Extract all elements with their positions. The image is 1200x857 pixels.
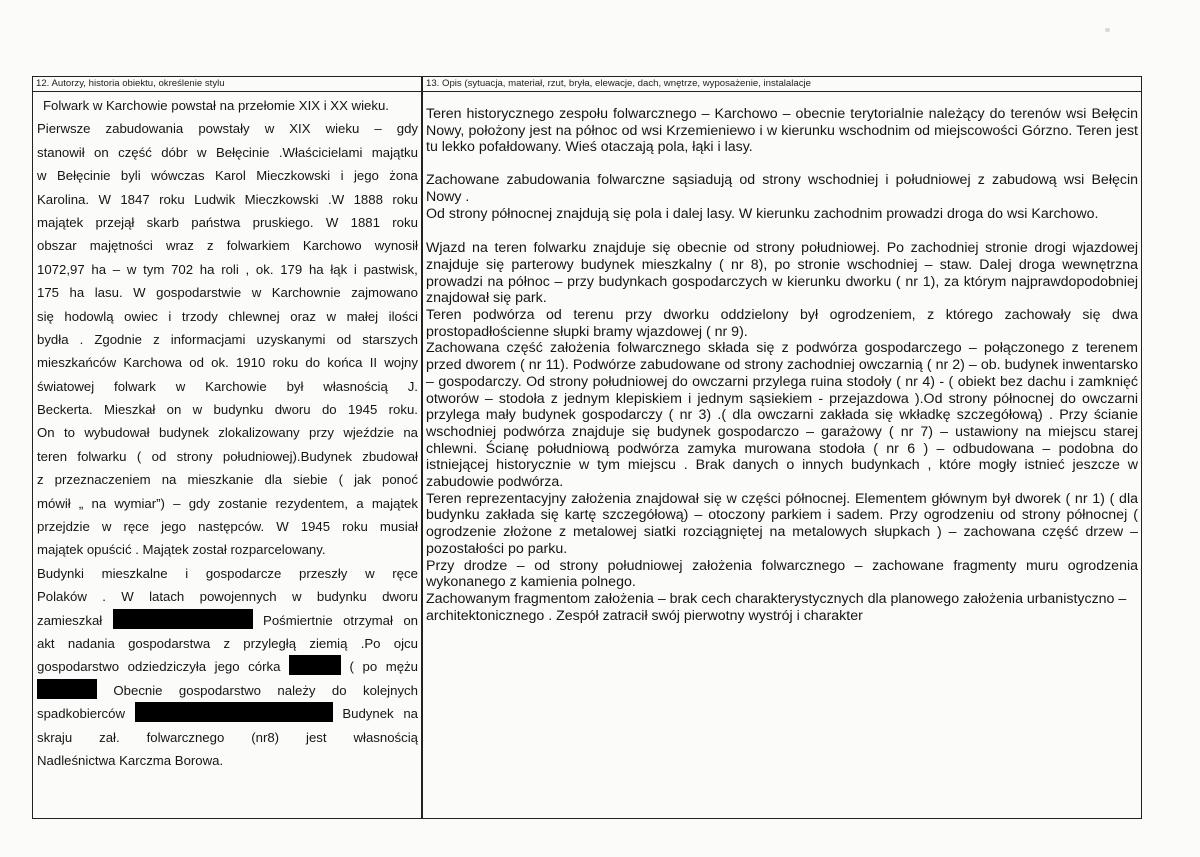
redaction-box bbox=[37, 679, 97, 699]
history-word: ( bbox=[136, 448, 142, 464]
history-word: siebie bbox=[293, 472, 328, 488]
history-word: państwa bbox=[191, 214, 241, 230]
history-word: ok. bbox=[211, 355, 229, 371]
history-word: 1945 bbox=[347, 402, 378, 418]
history-word: się bbox=[37, 308, 54, 324]
history-word: hodowlą bbox=[64, 308, 114, 324]
history-word: rezydentem, bbox=[275, 495, 349, 511]
history-word: byli bbox=[120, 168, 141, 184]
history-word: musiał bbox=[379, 519, 418, 535]
history-word: , bbox=[245, 261, 250, 277]
history-word: Obecnie bbox=[113, 682, 163, 698]
history-word: ziemią bbox=[309, 635, 348, 651]
history-word: obszar bbox=[37, 238, 77, 254]
history-word: ha bbox=[308, 261, 324, 277]
paragraph-manor: Teren reprezentacyjny założenia znajdował się w części północnej. Elementem głównym był dworek ( nr 1) ( dla budynku zakłada się kartę szczegółową) – otoczony parkiem i sadem. Przy ogrodzeniu od strony północnej ( ogrodzenie złożone z metalowej siatki rozciągniętej na metalowych słupkach ) – zachowana część drzew – pozostałości po parku. bbox=[426, 490, 1138, 557]
history-line bbox=[37, 679, 418, 702]
history-word: z bbox=[37, 472, 44, 488]
history-word: on bbox=[94, 144, 109, 160]
history-word: na bbox=[91, 495, 107, 511]
history-word: bydła bbox=[37, 331, 69, 347]
history-word: dla bbox=[264, 472, 283, 488]
history-word: przyległą bbox=[243, 635, 297, 651]
history-word: przeznaczeniem bbox=[54, 472, 151, 488]
history-word: i bbox=[340, 168, 344, 184]
redaction-box bbox=[289, 655, 341, 675]
history-word: . bbox=[102, 589, 106, 605]
history-word: ok. bbox=[255, 261, 274, 277]
history-word: mówił bbox=[37, 495, 71, 511]
history-line bbox=[37, 655, 418, 678]
history-word: Beckerta. bbox=[37, 402, 93, 418]
history-word: 1910 bbox=[235, 355, 266, 371]
history-word: Mieczkowski bbox=[256, 168, 331, 184]
history-word: J. bbox=[407, 378, 418, 394]
history-line bbox=[37, 188, 418, 211]
history-word: z bbox=[206, 238, 214, 254]
history-line bbox=[37, 585, 418, 608]
history-line bbox=[37, 421, 418, 444]
history-word: gospodarcze bbox=[205, 565, 282, 581]
history-word: ręce bbox=[123, 519, 150, 535]
history-word: roku bbox=[342, 519, 368, 535]
history-word: (nr8) bbox=[251, 729, 280, 745]
document-form-table bbox=[32, 76, 1142, 819]
history-word: .Właścicielami bbox=[278, 144, 363, 160]
history-line bbox=[37, 632, 418, 655]
history-word: odziedziczyła bbox=[127, 659, 207, 675]
history-word: Zgodnie bbox=[94, 331, 142, 347]
history-word: on bbox=[166, 402, 182, 418]
history-word: roku bbox=[392, 214, 418, 230]
history-word: jest bbox=[306, 729, 327, 745]
history-word: teren bbox=[37, 448, 68, 464]
history-line bbox=[37, 609, 418, 632]
history-word: Pośmiertnie bbox=[263, 612, 333, 628]
history-word: owiec bbox=[124, 308, 158, 324]
history-word: 179 bbox=[280, 261, 303, 277]
paragraph-entrance: Wjazd na teren folwarku znajduje się obecnie od strony południowej. Po zachodniej stronie drogi wjazdowej znajduje się parterowy budynek mieszkalny ( nr 8), po stronie wschodniej – staw. Dalej droga wewnętrzna prowadzi na północ – przy budynkach gospodarczych w kierunku dworku ( nr 1), za którym najprawdopodobniej znajdował się park. bbox=[426, 240, 1138, 307]
history-word: otrzymał bbox=[343, 612, 393, 628]
history-word: uzyskanymi bbox=[256, 331, 326, 347]
history-word: 1945 bbox=[300, 519, 331, 535]
history-line bbox=[37, 94, 418, 117]
history-word: następców. bbox=[198, 519, 265, 535]
history-word: wraz bbox=[165, 238, 194, 254]
history-word: mieszkalne bbox=[101, 565, 168, 581]
history-word: dworu bbox=[274, 402, 311, 418]
history-word: ha bbox=[199, 261, 215, 277]
history-word: dóbr bbox=[161, 144, 188, 160]
history-word: powstały bbox=[198, 121, 250, 137]
history-word: majętności bbox=[89, 238, 153, 254]
history-line bbox=[37, 562, 418, 585]
history-word: ( bbox=[338, 472, 344, 488]
history-word: trzody bbox=[181, 308, 218, 324]
history-word: folwark bbox=[114, 378, 156, 394]
history-word: majątek bbox=[37, 214, 84, 230]
paragraph-surroundings: Zachowane zabudowania folwarczne sąsiadują od strony wschodniej i południowej z zabudową wsi Bełęcin Nowy . bbox=[426, 172, 1138, 205]
history-word: przy bbox=[309, 425, 334, 441]
history-word: w bbox=[197, 144, 207, 160]
history-word: mieszkanie bbox=[187, 472, 254, 488]
history-word: ojcu bbox=[393, 635, 418, 651]
history-word: Ludwik bbox=[194, 191, 236, 207]
history-word: Budynek bbox=[342, 706, 394, 722]
history-line bbox=[37, 234, 418, 257]
paragraph-wall: Przy drodze – od strony południowej założenia folwarcznego – zachowane fragmenty muru ogrodzenia wykonanego z kamienia polnego. bbox=[426, 557, 1138, 591]
history-word: do bbox=[331, 682, 347, 698]
history-word: do bbox=[305, 355, 321, 371]
history-word: przejął bbox=[95, 214, 135, 230]
history-word: tym bbox=[143, 261, 165, 277]
history-word: gospodarstwo bbox=[37, 659, 120, 675]
history-line bbox=[37, 328, 418, 351]
history-word: – bbox=[173, 495, 181, 511]
history-word: mieszkańców bbox=[37, 355, 117, 371]
history-word: w bbox=[37, 168, 47, 184]
history-word: Folwark w Karchowie powstał na przełomie XIX i XX wieku. bbox=[43, 98, 389, 113]
history-word: był bbox=[286, 378, 304, 394]
history-word: folwarku bbox=[77, 448, 127, 464]
history-word: stanowił bbox=[37, 144, 85, 160]
paragraph-farmyard: Zachowana część założenia folwarcznego składa się z podwórza gospodarczego – połączonego z terenem przed dworem ( nr 11). Podwórze zabudowane od strony zachodniej owczarnią ( nr 2) – ob. budynek inwentarsko – gospodarczy. Od strony południowej do owczarni przylega ruina stodoły ( nr 4) - ( obiekt bez dachu i zamknięć otworów – stodoła z jednym klepiskiem i jednym sąsiekiem - przejazdowa ).Od strony północnej do owczarni przylega mały budynek gospodarczy ( nr 3) .( dla owczarni zakłada się wkładkę szczegółową) . Przy ścianie wschodniej podwórza znajduje się budynek gospodarczo – garażowy ( nr 7) – ustawiony na miejscu starej chlewni. Ścianę południową podwórza zamyka murowana stodoła ( nr 6 ) – odbudowana – podobna do istniejącej historycznie w tym miejscu . Brak danych o innych budynkach , które mogły istnieć jeszcze w zabudowie podwórza. bbox=[426, 340, 1138, 491]
history-word: wymiar”) bbox=[114, 495, 165, 511]
section-13-header: 13. Opis (sytuacja, materiał, rzut, bryła, elewacje, dach, wnętrze, wyposażenie, instalalacje bbox=[426, 78, 811, 89]
history-word: Karchowo bbox=[302, 238, 362, 254]
history-word: informacjami bbox=[170, 331, 246, 347]
history-word: Karolina. bbox=[37, 191, 90, 207]
history-word: Pierwsze bbox=[37, 121, 91, 137]
history-word: z bbox=[223, 635, 231, 651]
history-word: zajmowano bbox=[351, 285, 418, 301]
history-word: .Po bbox=[360, 635, 381, 651]
history-word: z bbox=[153, 331, 160, 347]
history-line bbox=[37, 726, 418, 749]
history-line bbox=[37, 351, 418, 374]
history-word: należy bbox=[277, 682, 316, 698]
history-word: wjeździe bbox=[343, 425, 394, 441]
history-line bbox=[37, 281, 418, 304]
history-word: dworu bbox=[382, 589, 418, 605]
history-word: latach bbox=[149, 589, 185, 605]
history-word: i bbox=[353, 261, 357, 277]
history-word: zostanie bbox=[218, 495, 268, 511]
history-word: roku bbox=[159, 191, 185, 207]
history-word: w bbox=[365, 565, 375, 581]
history-line bbox=[37, 305, 418, 328]
history-word: starszych bbox=[362, 331, 418, 347]
history-word: na bbox=[161, 472, 177, 488]
history-word: II bbox=[369, 355, 378, 371]
history-word: zabudowania bbox=[105, 121, 184, 137]
history-word: wojny bbox=[384, 355, 418, 371]
paragraph-north-west: Od strony północnej znajdują się pola i dalej lasy. W kierunku zachodnim prowadzi droga do wsi Karchowo. bbox=[426, 205, 1099, 222]
history-word: jego bbox=[161, 519, 187, 535]
history-line bbox=[37, 702, 418, 725]
history-word: budynek bbox=[159, 425, 209, 441]
history-line bbox=[37, 375, 418, 398]
history-word: światowej bbox=[37, 378, 95, 394]
history-word: ilości bbox=[388, 308, 418, 324]
history-word: jak bbox=[354, 472, 371, 488]
redaction-box bbox=[135, 702, 333, 722]
history-word: Karol bbox=[214, 168, 246, 184]
history-word: Bełęcinie bbox=[215, 144, 270, 160]
history-word: gospodarstwo bbox=[178, 682, 262, 698]
history-word: Karchownie bbox=[271, 285, 341, 301]
history-word: Budynki bbox=[37, 565, 84, 581]
history-word: od bbox=[151, 448, 167, 464]
history-word: w bbox=[326, 308, 337, 324]
history-line bbox=[37, 538, 418, 561]
history-word: akt bbox=[37, 635, 55, 651]
history-word: roku bbox=[392, 191, 418, 207]
history-word: nadania bbox=[67, 635, 115, 651]
history-word: 702 bbox=[171, 261, 194, 277]
history-line bbox=[37, 398, 418, 421]
history-word: wówczas bbox=[151, 168, 205, 184]
history-word: W bbox=[325, 214, 339, 230]
history-word: Bełęcinie bbox=[56, 168, 111, 184]
section-12-header: 12. Autorzy, historia obiektu, określenie stylu bbox=[36, 78, 225, 89]
history-word: w bbox=[126, 261, 137, 277]
history-word: wynosił bbox=[374, 238, 418, 254]
history-word: do bbox=[321, 402, 337, 418]
history-word: kolejnych bbox=[362, 682, 418, 698]
history-word: końca bbox=[327, 355, 363, 371]
history-word: przeszły bbox=[299, 565, 348, 581]
history-word: od bbox=[189, 355, 204, 371]
history-word: 1847 bbox=[120, 191, 150, 207]
scan-speck bbox=[1105, 28, 1110, 32]
history-word: południowej).Budynek bbox=[222, 448, 352, 464]
history-word: W bbox=[133, 285, 146, 301]
history-word: budynku bbox=[316, 589, 367, 605]
history-word: lasu. bbox=[94, 285, 123, 301]
history-word: w bbox=[291, 589, 302, 605]
history-word: ( bbox=[349, 659, 354, 675]
header-rule bbox=[33, 91, 1141, 92]
history-word: 1888 bbox=[353, 191, 383, 207]
history-word: majątku bbox=[371, 144, 418, 160]
history-word: to bbox=[63, 425, 75, 441]
history-word: małej bbox=[346, 308, 379, 324]
history-word: przejdzie bbox=[37, 519, 90, 535]
history-line bbox=[37, 164, 418, 187]
history-word: żona bbox=[389, 168, 418, 184]
history-word: na bbox=[403, 425, 418, 441]
history-word: roli bbox=[221, 261, 239, 277]
history-word: XIX bbox=[289, 121, 311, 137]
history-word: powojennych bbox=[199, 589, 277, 605]
paragraph-conclusion: Zachowanym fragmentom założenia – brak cech charakterystycznych dla planowego założenia urbanistyczno – architektonicznego . Zespół zatracił swój pierwotny wystrój i charakter bbox=[426, 590, 1127, 624]
history-word: – bbox=[112, 261, 121, 277]
history-word: mężu bbox=[385, 659, 418, 675]
history-word: spadkobierców bbox=[37, 706, 125, 722]
history-word: roku bbox=[272, 355, 299, 371]
history-word: zlokalizowany bbox=[218, 425, 300, 441]
history-word: jego bbox=[353, 168, 379, 184]
history-word: zamieszkał bbox=[37, 612, 103, 628]
history-word: Mieszkał bbox=[104, 402, 156, 418]
history-word: folwarcznego bbox=[146, 729, 225, 745]
history-word: Karchowie bbox=[205, 378, 267, 394]
history-word: wybudował bbox=[84, 425, 150, 441]
history-word: W bbox=[121, 589, 134, 605]
history-word: ponoć bbox=[381, 472, 418, 488]
history-word: „ bbox=[78, 495, 84, 511]
history-word: strony bbox=[176, 448, 213, 464]
history-word: i bbox=[168, 308, 172, 324]
history-word: skraju bbox=[37, 729, 73, 745]
history-word: łąk bbox=[330, 261, 348, 277]
history-word: pastwisk, bbox=[363, 261, 418, 277]
column-divider bbox=[421, 77, 423, 818]
history-word: – bbox=[374, 121, 382, 137]
history-word: gdy bbox=[188, 495, 210, 511]
history-word: on bbox=[403, 612, 418, 628]
history-word: majątek bbox=[371, 495, 418, 511]
description-text-column bbox=[426, 106, 1138, 624]
history-word: 175 bbox=[37, 285, 60, 301]
history-word: w bbox=[251, 285, 262, 301]
history-word: gospodarstwa bbox=[128, 635, 211, 651]
history-word: folwarkiem bbox=[226, 238, 290, 254]
history-word: ha bbox=[69, 285, 85, 301]
history-word: roku. bbox=[388, 402, 418, 418]
history-word: od bbox=[336, 331, 352, 347]
history-word: skarb bbox=[146, 214, 179, 230]
history-line bbox=[37, 117, 418, 140]
history-word: W bbox=[98, 191, 111, 207]
history-line bbox=[37, 211, 418, 234]
history-word: własnością bbox=[323, 378, 388, 394]
history-word: a bbox=[356, 495, 364, 511]
history-word: pruskiego. bbox=[252, 214, 314, 230]
history-line bbox=[37, 749, 418, 772]
history-word: Mieczkowski bbox=[244, 191, 319, 207]
history-word: .W bbox=[328, 191, 345, 207]
history-word: Karchowa bbox=[123, 355, 183, 371]
history-word: na bbox=[403, 706, 418, 722]
history-word: 1881 bbox=[350, 214, 380, 230]
history-line bbox=[37, 258, 418, 281]
history-word: część bbox=[118, 144, 152, 160]
redaction-box bbox=[113, 609, 253, 629]
history-word: On bbox=[37, 425, 55, 441]
history-word: majątek opuścić . Majątek został rozparcelowany. bbox=[37, 542, 326, 558]
history-word: w bbox=[264, 121, 275, 137]
history-word: . bbox=[79, 331, 84, 347]
history-word: budynku bbox=[213, 402, 264, 418]
history-word: gospodarstwie bbox=[156, 285, 242, 301]
paragraph-gate: Teren podwórza od terenu przy dworku oddzielony był ogrodzeniem, z którego zachowały się dwa prostopadłościenne słupki bramy wjazdowej ( nr 9). bbox=[426, 307, 1138, 340]
history-text-column bbox=[37, 94, 418, 772]
history-word: jego bbox=[214, 659, 240, 675]
history-word: wieku bbox=[325, 121, 360, 137]
history-word: oraz bbox=[290, 308, 316, 324]
history-word: W bbox=[276, 519, 289, 535]
history-word: córka bbox=[248, 659, 281, 675]
history-word: 1072,97 bbox=[37, 261, 85, 277]
history-word: i bbox=[185, 565, 189, 581]
history-line bbox=[37, 468, 418, 491]
history-word: ręce bbox=[392, 565, 418, 581]
history-line bbox=[37, 492, 418, 515]
history-word: Polaków bbox=[37, 589, 87, 605]
history-word: Nadleśnictwa Karczma Borowa. bbox=[37, 752, 224, 768]
history-line bbox=[37, 515, 418, 538]
history-word: własnością bbox=[353, 729, 418, 745]
history-word: w bbox=[192, 402, 203, 418]
history-line bbox=[37, 445, 418, 468]
history-word: zbudował bbox=[362, 448, 418, 464]
history-word: chlewnej bbox=[228, 308, 280, 324]
history-word: gdy bbox=[396, 121, 418, 137]
history-word: w bbox=[175, 378, 186, 394]
history-word: po bbox=[362, 659, 378, 675]
history-line bbox=[37, 141, 418, 164]
history-word: w bbox=[101, 519, 112, 535]
history-word: zał. bbox=[99, 729, 120, 745]
history-word: ha bbox=[91, 261, 107, 277]
paragraph-location: Teren historycznego zespołu folwarcznego – Karchowo – obecnie terytorialnie należący do terenów wsi Bełęcin Nowy, położony jest na północ od wsi Krzemieniewo i w kierunku wschodnim od miejscowości Górzno. Teren jest tu lekko pofałdowany. Wieś otaczają pola, łąki i lasy. bbox=[426, 106, 1138, 156]
